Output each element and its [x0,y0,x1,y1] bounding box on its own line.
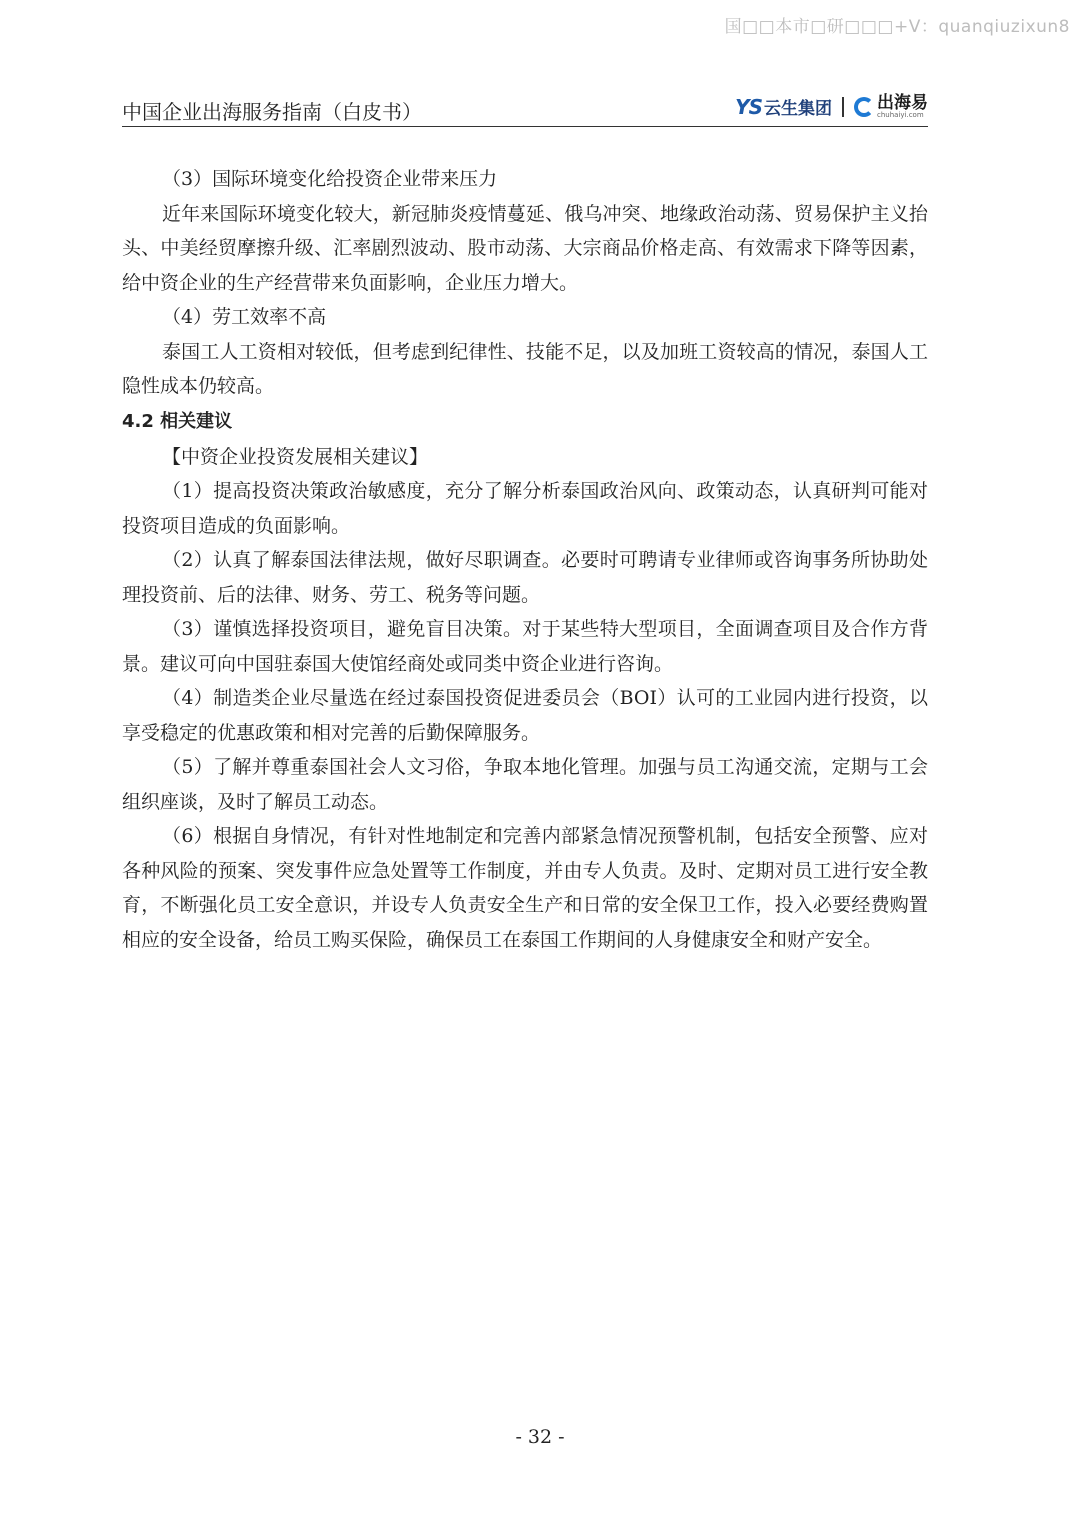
chuhaiyi-logo-text: 出海易 [877,92,928,113]
suggestion-5: （5）了解并尊重泰国社会人文习俗，争取本地化管理。加强与员工沟通交流，定期与工会组织座谈，及时了解员工动态。 [122,756,928,813]
suggestion-1: （1）提高投资决策政治敏感度，充分了解分析泰国政治风向、政策动态，认真研判可能对投资项目造成的负面影响。 [122,480,928,537]
page-number: - 32 - [515,1426,565,1448]
item3-paragraph: 近年来国际环境变化较大，新冠肺炎疫情蔓延、俄乌冲突、地缘政治动荡、贸易保护主义抬头、中美经贸摩擦升级、汇率剧烈波动、股市动荡、大宗商品价格走高、有效需求下降等因素，给中资企业的生产经营带来负面影响，企业压力增大。 [122,202,928,294]
chuhaiyi-c-icon [854,97,874,117]
chuhaiyi-logo [854,92,928,119]
item4-heading: （4）劳工效率不高 [162,306,327,328]
ys-logo-mark: YS [735,94,762,119]
page-body [122,162,928,957]
section-heading: 4.2 相关建议 [122,410,233,432]
bracket-heading: 【中资企业投资发展相关建议】 [162,445,429,468]
watermark: 国□□本市□研□□□+V：quanqiuzixun8 [724,17,1070,37]
item3-heading: （3）国际环境变化给投资企业带来压力 [162,168,498,190]
suggestion-2: （2）认真了解泰国法律法规，做好尽职调查。必要时可聘请专业律师或咨询事务所协助处理投资前、后的法律、财务、劳工、税务等问题。 [122,549,928,606]
suggestion-4: （4）制造类企业尽量选在经过泰国投资促进委员会（BOI）认可的工业园内进行投资，以享受稳定的优惠政策和相对完善的后勤保障服务。 [122,687,928,744]
item4-paragraph: 泰国工人工资相对较低，但考虑到纪律性、技能不足，以及加班工资较高的情况，泰国人工隐性成本仍较高。 [122,340,928,397]
page-header [122,92,928,127]
header-logos [735,94,928,119]
logo-divider [842,97,844,117]
header-title: 中国企业出海服务指南（白皮书） [122,100,422,124]
ys-logo-text: 云生集团 [764,99,832,119]
chuhaiyi-logo-url: chuhaiyi.com [877,110,924,119]
suggestion-3: （3）谨慎选择投资项目，避免盲目决策。对于某些特大型项目，全面调查项目及合作方背景。建议可向中国驻泰国大使馆经商处或同类中资企业进行咨询。 [122,618,928,675]
suggestion-6: （6）根据自身情况，有针对性地制定和完善内部紧急情况预警机制，包括安全预警、应对各种风险的预案、突发事件应急处置等工作制度，并由专人负责。及时、定期对员工进行安全教育，不断强化员工安全意识，并设专人负责安全生产和日常的安全保卫工作，投入必要经费购置相应的安全设备，给员工购买保险，确保员工在泰国工作期间的人身健康安全和财产安全。 [122,825,928,951]
yunsheng-logo [735,94,832,119]
